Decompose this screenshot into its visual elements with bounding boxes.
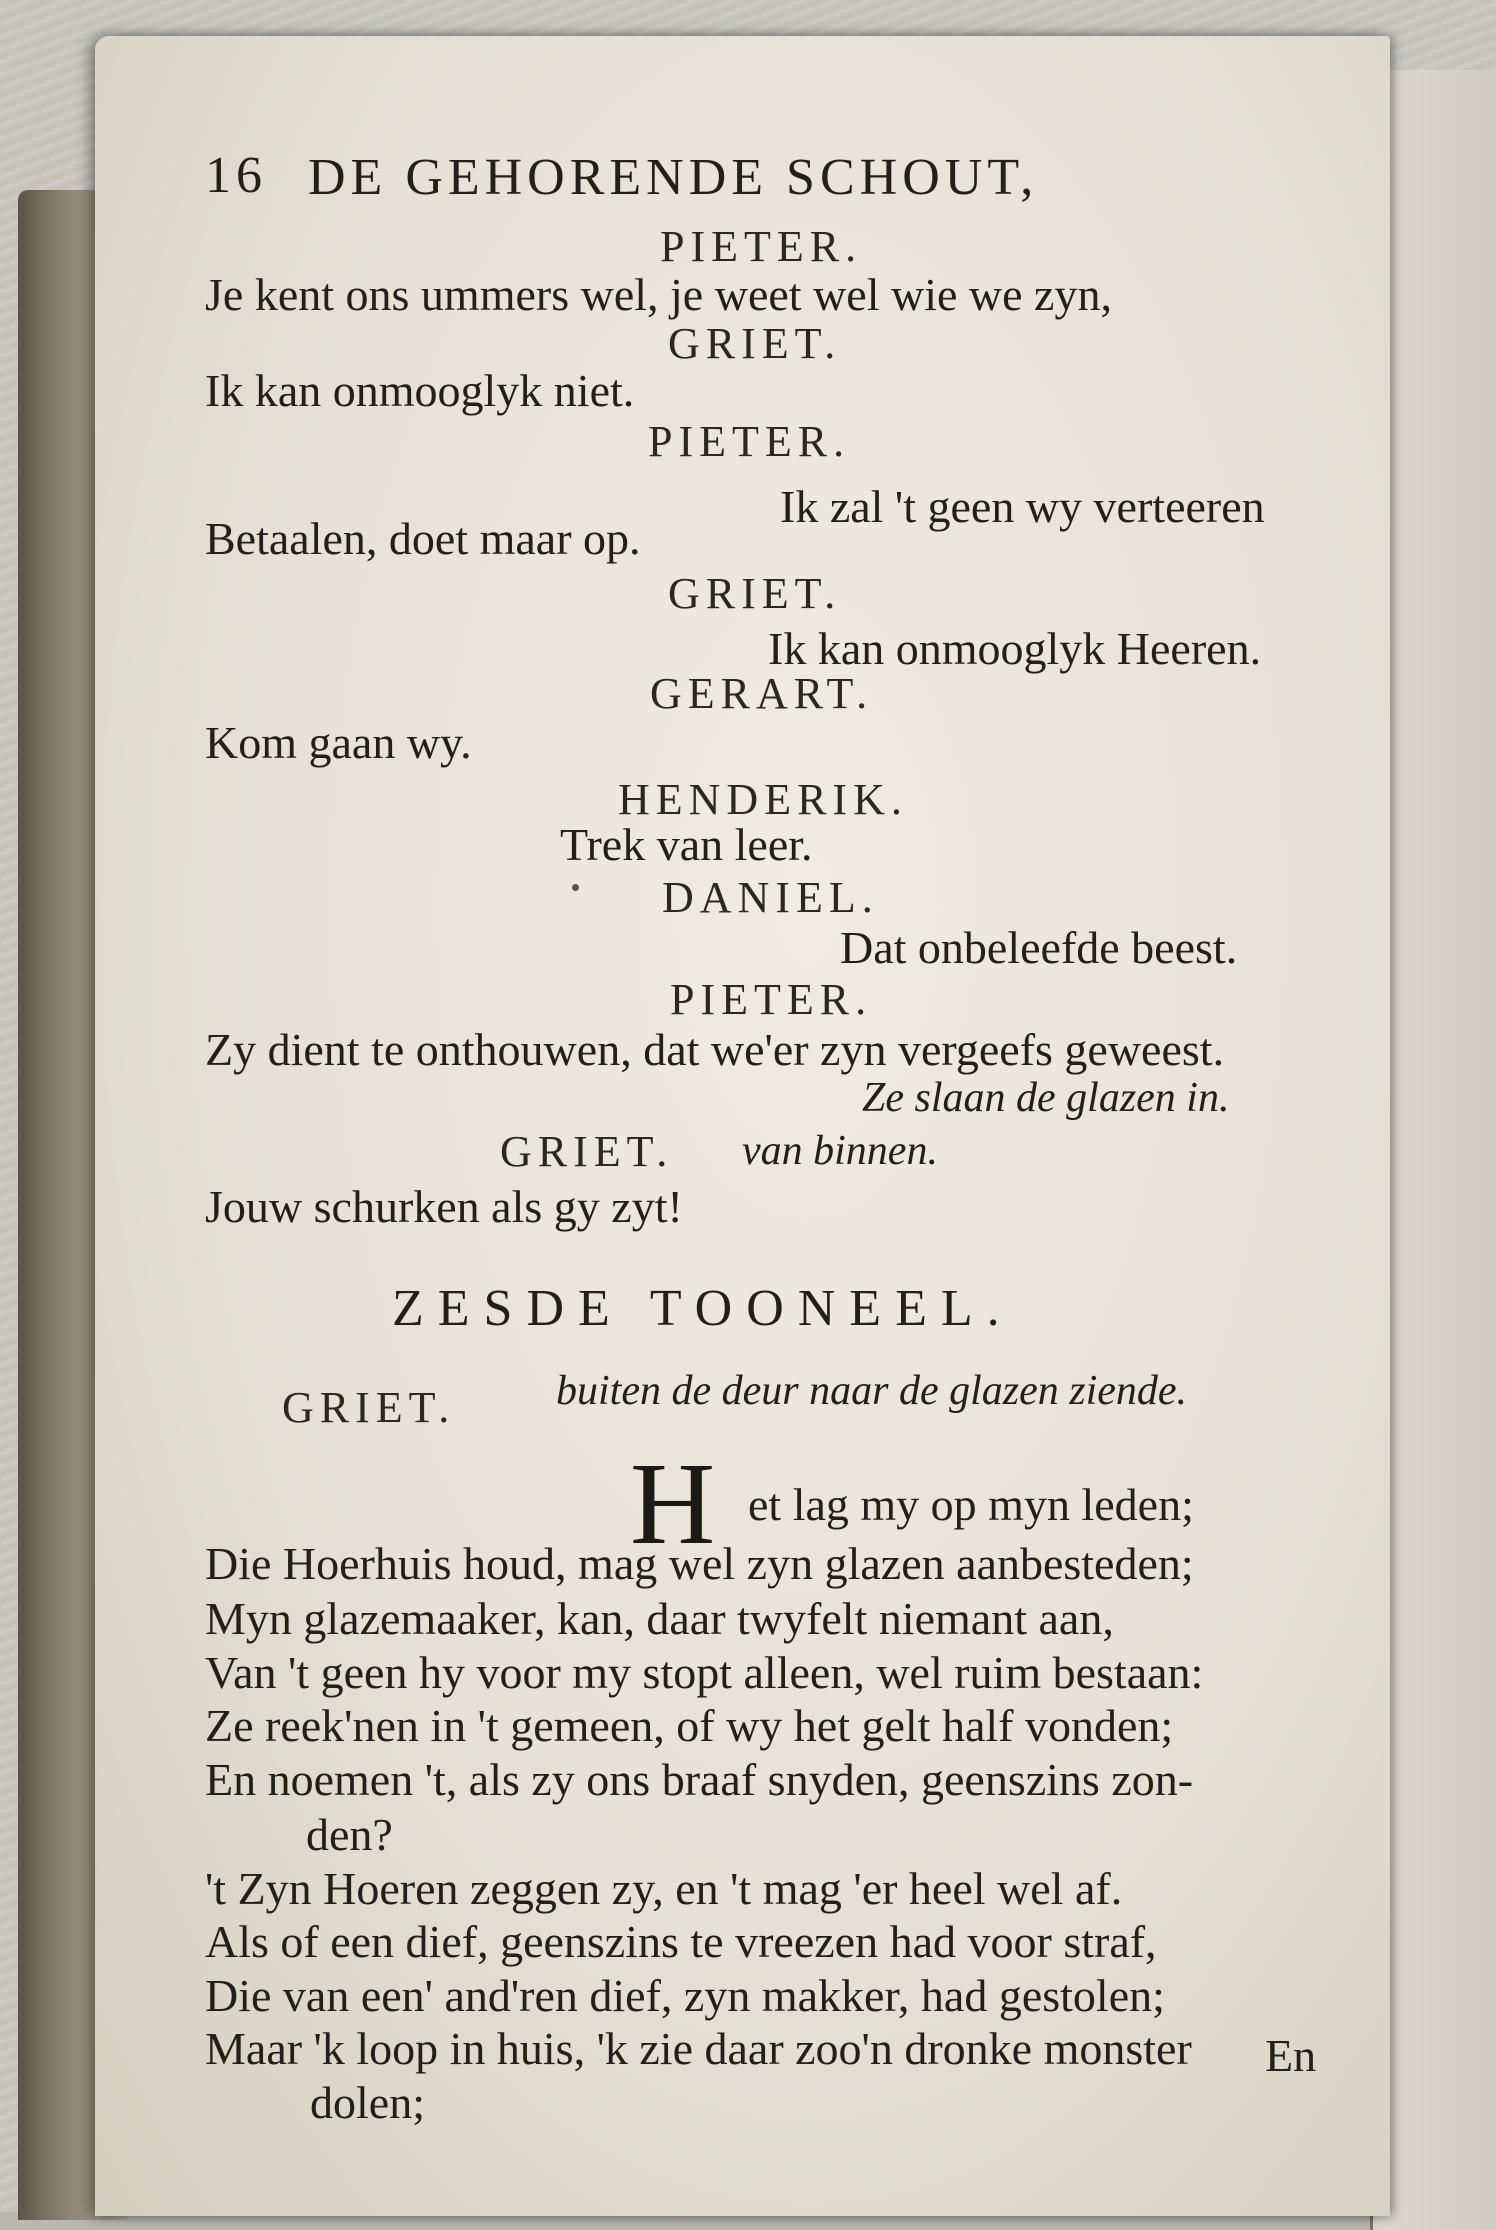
stage-direction: van binnen. bbox=[742, 1128, 938, 1174]
verse-line: Zy dient te onthouwen, dat we'er zyn vergeefs geweest. bbox=[205, 1024, 1225, 1075]
verse-line: Die Hoerhuis houd, mag wel zyn glazen aanbesteden; bbox=[205, 1538, 1194, 1589]
verse-line: Je kent ons ummers wel, je weet wel wie we zyn, bbox=[205, 269, 1112, 320]
speaker-name: GRIET. bbox=[282, 1383, 456, 1432]
verse-line: den? bbox=[306, 1809, 393, 1860]
verse-line: 't Zyn Hoeren zeggen zy, en 't mag 'er heel wel af. bbox=[205, 1863, 1123, 1914]
verse-line: Betaalen, doet maar op. bbox=[205, 513, 641, 564]
verse-line: et lag my op myn leden; bbox=[748, 1479, 1194, 1530]
speaker-name: PIETER. bbox=[670, 975, 873, 1024]
speaker-name: GRIET. bbox=[668, 569, 842, 618]
verse-line: Ze reek'nen in 't gemeen, of wy het gelt half vonden; bbox=[205, 1700, 1174, 1751]
ink-speck bbox=[572, 884, 579, 891]
speaker-name: PIETER. bbox=[660, 222, 863, 271]
speaker-name: DANIEL. bbox=[662, 873, 879, 922]
running-head: DE GEHORENDE SCHOUT, bbox=[308, 149, 1039, 206]
verse-line: Myn glazemaaker, kan, daar twyfelt niemant aan, bbox=[205, 1593, 1114, 1644]
verse-line: Maar 'k loop in huis, 'k zie daar zoo'n dronke monster bbox=[205, 2023, 1192, 2074]
verse-line: Ik kan onmooglyk Heeren. bbox=[768, 623, 1262, 674]
verse-line: Kom gaan wy. bbox=[205, 717, 472, 768]
verse-line: En noemen 't, als zy ons braaf snyden, geenszins zon- bbox=[205, 1754, 1194, 1805]
speaker-name: GRIET. bbox=[668, 319, 842, 368]
stage-direction: Ze slaan de glazen in. bbox=[862, 1075, 1230, 1121]
speaker-name: GRIET. bbox=[500, 1127, 674, 1176]
verse-line: Jouw schurken als gy zyt! bbox=[205, 1181, 683, 1232]
verse-line: Die van een' and'ren dief, zyn makker, had gestolen; bbox=[205, 1970, 1165, 2021]
stage-direction: buiten de deur naar de glazen ziende. bbox=[556, 1368, 1188, 1414]
speaker-name: PIETER. bbox=[648, 417, 851, 466]
verse-line: dolen; bbox=[310, 2077, 425, 2128]
verse-line: Als of een dief, geenszins te vreezen had voor straf, bbox=[205, 1916, 1157, 1967]
verse-line: Ik zal 't geen wy verteeren bbox=[780, 481, 1265, 532]
verse-line: Dat onbeleefde beest. bbox=[840, 922, 1238, 973]
catchword: En bbox=[1265, 2030, 1317, 2081]
verse-line: Ik kan onmooglyk niet. bbox=[205, 365, 635, 416]
verse-line: Van 't geen hy voor my stopt alleen, wel ruim bestaan: bbox=[205, 1647, 1204, 1698]
speaker-name: GERART. bbox=[650, 669, 874, 718]
scene-title: ZESDE TOONEEL. bbox=[392, 1280, 1014, 1337]
speaker-name: HENDERIK. bbox=[618, 775, 908, 824]
page-number: 16 bbox=[205, 147, 267, 204]
drop-cap: H bbox=[630, 1438, 716, 1569]
verse-line: Trek van leer. bbox=[560, 819, 813, 870]
